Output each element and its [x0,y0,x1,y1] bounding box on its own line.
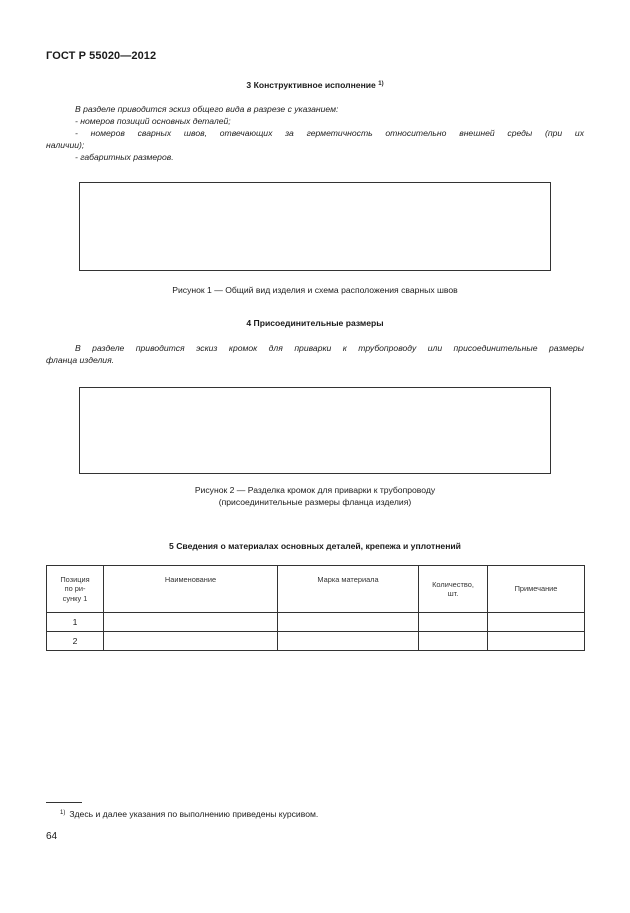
footnote [60,809,318,819]
cell-position: 2 [47,632,104,651]
document-code: ГОСТ Р 55020—2012 [46,50,157,62]
column-header-material: Марка материала [278,566,419,613]
figure-1-caption: Рисунок 1 — Общий вид изделия и схема расположения сварных швов [172,285,458,295]
section-3-title-text: 3 Конструктивное исполнение [246,80,376,90]
cell-name [104,613,278,632]
section-3-item: - номеров позиций основных деталей; [75,116,231,126]
cell-quantity [419,632,488,651]
column-header-note: Примечание [488,566,585,613]
cell-position: 1 [47,613,104,632]
column-header-quantity-line: Количество, [432,579,474,589]
cell-quantity [419,613,488,632]
column-header-position-line: по ри- [64,584,86,594]
footnote-separator [46,802,82,803]
column-header-quantity-line: шт. [447,589,459,598]
figure-2-placeholder [79,387,551,474]
figure-2-caption: Рисунок 2 — Разделка кромок для приварки к трубопроводу [194,485,436,495]
section-4-text-continued: фланца изделия. [46,355,115,365]
table-header-row [47,566,585,613]
column-header-quantity [419,566,488,613]
figure-1-placeholder [79,182,551,271]
column-header-name: Наименование [104,566,278,613]
section-3-item-continued: наличии); [46,140,85,150]
column-header-position [47,566,104,613]
column-header-position-line: сунку 1 [62,593,88,603]
section-4-title: 4 Присоединительные размеры [246,318,384,328]
section-5-title: 5 Сведения о материалах основных деталей, крепежа и уплотнений [169,541,461,551]
section-3-item: - номеров сварных швов, отвечающих за герметичность относительно внешней среды (при их [75,128,584,138]
cell-name [104,632,278,651]
page-number: 64 [46,831,58,842]
footnote-marker: 1) [60,810,66,816]
table-row [47,632,585,651]
cell-note [488,632,585,651]
section-3-item: - габаритных размеров. [75,152,174,162]
section-4-text: В разделе приводится эскиз кромок для приварки к трубопроводу или присоединительные размеры [75,343,584,353]
footnote-text: Здесь и далее указания по выполнению приведены курсивом. [69,809,319,819]
column-header-position-line: Позиция [60,574,90,584]
cell-note [488,613,585,632]
figure-2-caption-subtitle: (присоединительные размеры фланца изделия) [218,497,412,507]
section-3-intro: В разделе приводится эскиз общего вида в разрезе с указанием: [75,104,339,114]
section-3-title [46,80,584,90]
footnote-reference: 1) [378,81,384,87]
cell-material [278,613,419,632]
cell-material [278,632,419,651]
table-row [47,613,585,632]
materials-table [46,565,585,651]
